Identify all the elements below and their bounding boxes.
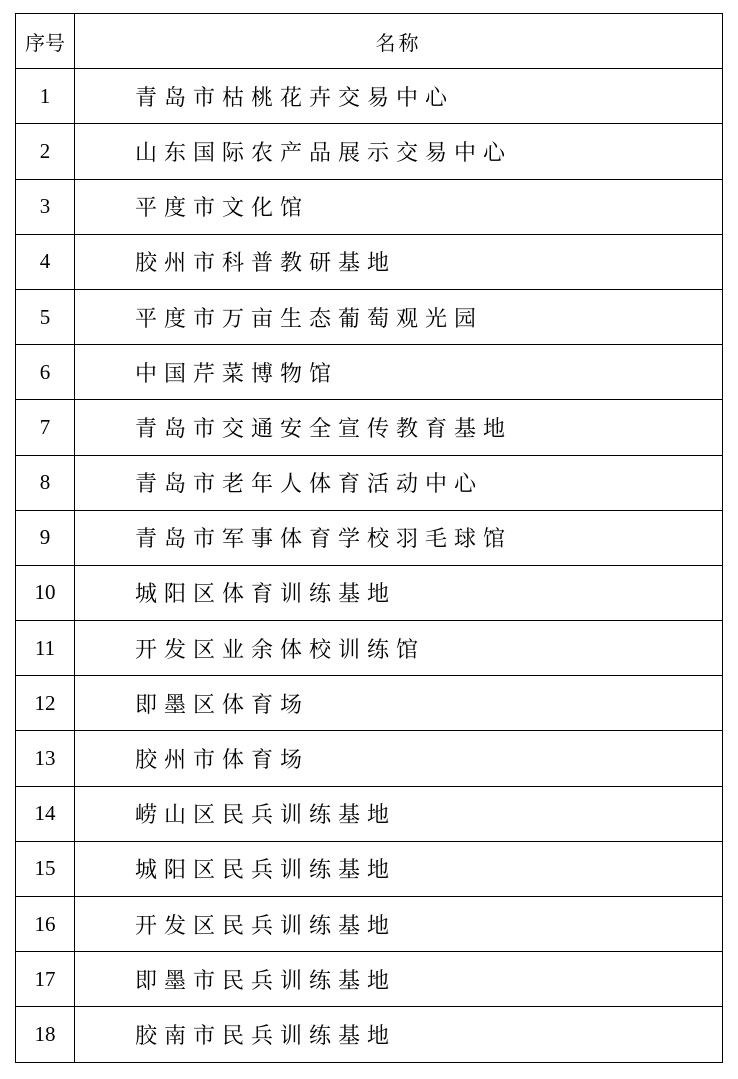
header-index: 序号 (16, 14, 75, 69)
row-name: 青岛市交通安全宣传教育基地 (75, 400, 723, 455)
row-index: 11 (16, 621, 75, 676)
table-row (16, 731, 723, 786)
table-row (16, 179, 723, 234)
row-name: 青岛市老年人体育活动中心 (75, 455, 723, 510)
row-name: 即墨市民兵训练基地 (75, 952, 723, 1007)
row-index: 8 (16, 455, 75, 510)
row-index: 9 (16, 510, 75, 565)
row-name: 中国芹菜博物馆 (75, 345, 723, 400)
row-index: 1 (16, 69, 75, 124)
row-index: 4 (16, 234, 75, 289)
header-name: 名称 (75, 14, 723, 69)
table-row (16, 124, 723, 179)
table-row (16, 234, 723, 289)
row-index: 12 (16, 676, 75, 731)
row-name: 开发区业余体校训练馆 (75, 621, 723, 676)
row-index: 2 (16, 124, 75, 179)
table-row (16, 565, 723, 620)
row-name: 城阳区体育训练基地 (75, 565, 723, 620)
row-index: 17 (16, 952, 75, 1007)
table-row (16, 510, 723, 565)
table-row (16, 289, 723, 344)
table-row (16, 69, 723, 124)
row-index: 5 (16, 289, 75, 344)
table-row (16, 786, 723, 841)
row-index: 10 (16, 565, 75, 620)
table-row (16, 621, 723, 676)
row-name: 即墨区体育场 (75, 676, 723, 731)
row-index: 16 (16, 897, 75, 952)
row-name: 青岛市枯桃花卉交易中心 (75, 69, 723, 124)
row-name: 平度市万亩生态葡萄观光园 (75, 289, 723, 344)
row-name: 胶州市科普教研基地 (75, 234, 723, 289)
row-name: 平度市文化馆 (75, 179, 723, 234)
row-name: 开发区民兵训练基地 (75, 897, 723, 952)
table-header-row (16, 14, 723, 69)
row-name: 青岛市军事体育学校羽毛球馆 (75, 510, 723, 565)
table-row (16, 455, 723, 510)
row-index: 3 (16, 179, 75, 234)
table-row (16, 1007, 723, 1062)
row-name: 崂山区民兵训练基地 (75, 786, 723, 841)
table-row (16, 897, 723, 952)
row-name: 胶南市民兵训练基地 (75, 1007, 723, 1062)
table-row (16, 345, 723, 400)
row-index: 6 (16, 345, 75, 400)
row-name: 山东国际农产品展示交易中心 (75, 124, 723, 179)
table-row (16, 952, 723, 1007)
row-name: 胶州市体育场 (75, 731, 723, 786)
table-row (16, 400, 723, 455)
row-index: 14 (16, 786, 75, 841)
table-row (16, 841, 723, 896)
row-index: 7 (16, 400, 75, 455)
table-row (16, 676, 723, 731)
row-index: 13 (16, 731, 75, 786)
row-index: 15 (16, 841, 75, 896)
row-name: 城阳区民兵训练基地 (75, 841, 723, 896)
row-index: 18 (16, 1007, 75, 1062)
venue-table (15, 13, 723, 1063)
